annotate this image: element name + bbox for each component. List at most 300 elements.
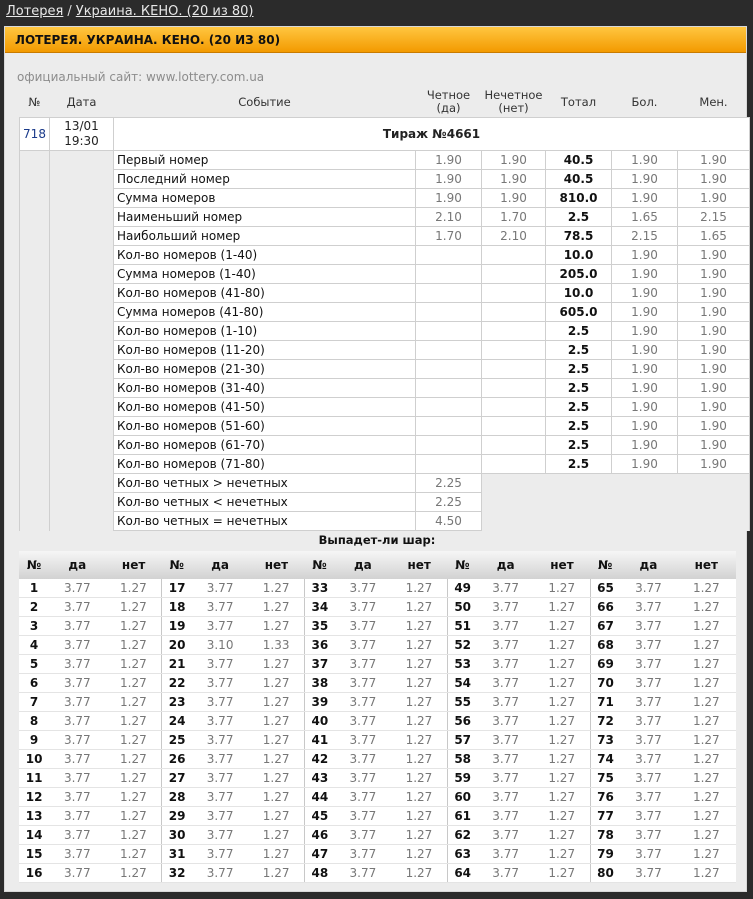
event-name: Кол-во четных < нечетных: [114, 493, 416, 512]
odds-odd[interactable]: [482, 284, 546, 303]
odds-no[interactable]: 1.27: [248, 826, 304, 845]
draw-id[interactable]: 718: [20, 118, 50, 151]
odds-no[interactable]: 1.27: [534, 731, 590, 750]
odds-yes[interactable]: 3.77: [335, 731, 391, 750]
odds-yes[interactable]: 3.77: [478, 750, 534, 769]
odds-over[interactable]: 1.90: [612, 360, 678, 379]
odds-yes[interactable]: 3.77: [478, 636, 534, 655]
event-row: [20, 208, 750, 227]
odds-even[interactable]: [416, 246, 482, 265]
odds-even[interactable]: [416, 303, 482, 322]
odds-no[interactable]: 1.27: [677, 712, 736, 731]
event-blank: [50, 189, 114, 208]
odds-yes[interactable]: 3.77: [335, 617, 391, 636]
odds-no[interactable]: 1.27: [105, 712, 161, 731]
odds-no[interactable]: 1.27: [391, 807, 447, 826]
odds-no[interactable]: 1.27: [677, 864, 736, 883]
odds-yes[interactable]: 3.77: [335, 864, 391, 883]
odds-under[interactable]: 1.90: [678, 170, 750, 189]
odds-no[interactable]: 1.27: [677, 636, 736, 655]
total-line: 2.5: [546, 417, 612, 436]
col-even: [416, 87, 482, 118]
odds-no[interactable]: 1.27: [534, 807, 590, 826]
odds-yes[interactable]: 3.77: [335, 636, 391, 655]
odds-no[interactable]: 1.27: [534, 636, 590, 655]
odds-yes[interactable]: 3.77: [192, 693, 248, 712]
event-blank: [20, 436, 50, 455]
odds-yes[interactable]: 3.77: [49, 674, 105, 693]
odds-over[interactable]: 1.90: [612, 265, 678, 284]
odds-yes[interactable]: 3.77: [478, 674, 534, 693]
odds-under[interactable]: 1.90: [678, 341, 750, 360]
ball-number: 26: [162, 750, 192, 769]
balls-col-yes: да: [192, 551, 248, 579]
odds-no[interactable]: 1.27: [534, 693, 590, 712]
odds-yes[interactable]: 3.77: [478, 598, 534, 617]
odds-no[interactable]: 1.27: [248, 693, 304, 712]
odds-odd[interactable]: [482, 246, 546, 265]
odds-odd[interactable]: [482, 398, 546, 417]
event-blank: [20, 303, 50, 322]
balls-row: [19, 845, 736, 864]
official-site-text: официальный сайт: www.lottery.com.ua: [17, 70, 265, 84]
odds-table: [19, 87, 750, 531]
odds-yes[interactable]: 3.77: [49, 731, 105, 750]
odds-no[interactable]: 1.27: [391, 579, 447, 598]
odds-no[interactable]: 1.27: [677, 750, 736, 769]
odds-yes[interactable]: 3.77: [620, 864, 676, 883]
event-blank: [20, 379, 50, 398]
odds-even[interactable]: [416, 417, 482, 436]
odds-under[interactable]: 1.90: [678, 265, 750, 284]
balls-row: [19, 788, 736, 807]
odds-no[interactable]: 1.27: [677, 693, 736, 712]
odds-yes[interactable]: 3.77: [335, 655, 391, 674]
odds-yes[interactable]: 3.77: [49, 826, 105, 845]
odds-no[interactable]: 1.27: [677, 674, 736, 693]
event-row: [20, 322, 750, 341]
total-line: 10.0: [546, 246, 612, 265]
odds-yes[interactable]: 3.77: [49, 579, 105, 598]
ball-number: 68: [590, 636, 620, 655]
odds-no[interactable]: 1.27: [534, 826, 590, 845]
odds-even[interactable]: [416, 455, 482, 474]
odds-yes[interactable]: 3.77: [192, 579, 248, 598]
odds-yes[interactable]: 3.77: [620, 788, 676, 807]
odds-over[interactable]: 1.90: [612, 284, 678, 303]
odds-no[interactable]: 1.27: [248, 674, 304, 693]
total-line: 10.0: [546, 284, 612, 303]
odds-no[interactable]: 1.27: [248, 845, 304, 864]
odds-over[interactable]: 1.90: [612, 151, 678, 170]
ratio-row: [20, 493, 750, 512]
odds-yes[interactable]: 3.77: [620, 845, 676, 864]
ball-number: 6: [19, 674, 49, 693]
odds-no[interactable]: 1.27: [105, 845, 161, 864]
odds-yes[interactable]: 3.77: [620, 769, 676, 788]
odds-no[interactable]: 1.27: [534, 579, 590, 598]
odds-yes[interactable]: 3.77: [192, 617, 248, 636]
ball-number: 23: [162, 693, 192, 712]
odds-over[interactable]: 2.15: [612, 227, 678, 246]
odds-odd[interactable]: [482, 379, 546, 398]
odds-no[interactable]: 1.27: [391, 864, 447, 883]
ball-number: 21: [162, 655, 192, 674]
odds-yes[interactable]: 3.77: [335, 693, 391, 712]
odds-no[interactable]: 1.27: [105, 731, 161, 750]
odds-over[interactable]: 1.65: [612, 208, 678, 227]
odds-no[interactable]: 1.27: [248, 598, 304, 617]
odds-no[interactable]: 1.27: [248, 731, 304, 750]
odds-over[interactable]: 1.90: [612, 189, 678, 208]
odds-yes[interactable]: 3.77: [335, 788, 391, 807]
event-blank: [20, 322, 50, 341]
breadcrumb-link-lottery[interactable]: Лотерея: [6, 4, 64, 19]
odds-yes[interactable]: 3.77: [192, 864, 248, 883]
odds-odd[interactable]: 1.90: [482, 189, 546, 208]
odds-odd[interactable]: [482, 417, 546, 436]
odds-no[interactable]: 1.27: [391, 750, 447, 769]
odds-yes[interactable]: 3.77: [192, 826, 248, 845]
odds-even[interactable]: 1.70: [416, 227, 482, 246]
odds-under[interactable]: 1.90: [678, 379, 750, 398]
odds-yes[interactable]: 3.77: [192, 807, 248, 826]
odds-no[interactable]: 1.27: [677, 731, 736, 750]
odds-yes[interactable]: 3.77: [192, 598, 248, 617]
odds-no[interactable]: 1.27: [534, 617, 590, 636]
odds-no[interactable]: 1.27: [391, 636, 447, 655]
odds-under[interactable]: 1.90: [678, 322, 750, 341]
odds-over[interactable]: 1.90: [612, 246, 678, 265]
odds-no[interactable]: 1.27: [677, 617, 736, 636]
breadcrumb-link-keno[interactable]: Украина. КЕНО. (20 из 80): [75, 4, 254, 19]
odds-under[interactable]: 1.90: [678, 417, 750, 436]
odds-over[interactable]: 1.90: [612, 398, 678, 417]
odds-odd[interactable]: [482, 303, 546, 322]
odds-odd[interactable]: [482, 360, 546, 379]
odds-even[interactable]: [416, 322, 482, 341]
odds-no[interactable]: 1.27: [677, 579, 736, 598]
odds-yes[interactable]: 3.77: [478, 864, 534, 883]
odds-yes[interactable]: 3.77: [192, 845, 248, 864]
odds-over[interactable]: 1.90: [612, 303, 678, 322]
odds-yes[interactable]: 3.77: [49, 845, 105, 864]
odds-ratio[interactable]: 2.25: [416, 474, 482, 493]
odds-no[interactable]: 1.27: [105, 674, 161, 693]
odds-no[interactable]: 1.27: [391, 598, 447, 617]
odds-yes[interactable]: 3.10: [192, 636, 248, 655]
odds-yes[interactable]: 3.77: [49, 636, 105, 655]
event-blank: [50, 455, 114, 474]
odds-no[interactable]: 1.27: [677, 655, 736, 674]
odds-yes[interactable]: 3.77: [620, 617, 676, 636]
draw-title: Тираж №4661: [114, 118, 750, 151]
odds-no[interactable]: 1.27: [534, 864, 590, 883]
odds-yes[interactable]: 3.77: [620, 598, 676, 617]
event-blank: [50, 322, 114, 341]
odds-no[interactable]: 1.27: [534, 655, 590, 674]
event-row: [20, 189, 750, 208]
odds-yes[interactable]: 3.77: [478, 807, 534, 826]
event-name: Кол-во четных > нечетных: [114, 474, 416, 493]
odds-yes[interactable]: 3.77: [49, 788, 105, 807]
odds-no[interactable]: 1.27: [677, 845, 736, 864]
odds-no[interactable]: 1.27: [534, 788, 590, 807]
event-blank: [20, 151, 50, 170]
ball-number: 74: [590, 750, 620, 769]
ball-number: 63: [447, 845, 477, 864]
odds-no[interactable]: 1.27: [391, 617, 447, 636]
odds-no[interactable]: 1.27: [105, 807, 161, 826]
odds-yes[interactable]: 3.77: [620, 693, 676, 712]
odds-yes[interactable]: 3.77: [620, 655, 676, 674]
odds-no[interactable]: 1.27: [534, 598, 590, 617]
odds-under[interactable]: 1.90: [678, 284, 750, 303]
odds-no[interactable]: 1.27: [677, 788, 736, 807]
odds-odd[interactable]: [482, 322, 546, 341]
odds-yes[interactable]: 3.77: [335, 845, 391, 864]
odds-yes[interactable]: 3.77: [192, 731, 248, 750]
ball-number: 39: [305, 693, 335, 712]
odds-yes[interactable]: 3.77: [620, 731, 676, 750]
odds-no[interactable]: 1.27: [248, 807, 304, 826]
odds-odd[interactable]: [482, 436, 546, 455]
event-name: Кол-во номеров (31-40): [114, 379, 416, 398]
odds-no[interactable]: 1.27: [391, 731, 447, 750]
balls-row: [19, 826, 736, 845]
odds-no[interactable]: 1.27: [248, 579, 304, 598]
odds-yes[interactable]: 3.77: [49, 617, 105, 636]
odds-no[interactable]: 1.27: [105, 750, 161, 769]
event-blank: [20, 170, 50, 189]
odds-yes[interactable]: 3.77: [335, 807, 391, 826]
total-line: 2.5: [546, 436, 612, 455]
event-row: [20, 170, 750, 189]
odds-no[interactable]: 1.33: [248, 636, 304, 655]
odds-under[interactable]: 1.90: [678, 436, 750, 455]
odds-yes[interactable]: 3.77: [620, 826, 676, 845]
odds-yes[interactable]: 3.77: [620, 712, 676, 731]
odds-yes[interactable]: 3.77: [335, 674, 391, 693]
odds-under[interactable]: 1.90: [678, 303, 750, 322]
odds-over[interactable]: 1.90: [612, 436, 678, 455]
ball-number: 72: [590, 712, 620, 731]
odds-no[interactable]: 1.27: [105, 636, 161, 655]
odds-even[interactable]: [416, 436, 482, 455]
odds-no[interactable]: 1.27: [105, 693, 161, 712]
odds-yes[interactable]: 3.77: [49, 655, 105, 674]
odds-no[interactable]: 1.27: [105, 655, 161, 674]
odds-no[interactable]: 1.27: [391, 655, 447, 674]
odds-even[interactable]: 1.90: [416, 151, 482, 170]
odds-no[interactable]: 1.27: [391, 674, 447, 693]
odds-no[interactable]: 1.27: [248, 617, 304, 636]
odds-yes[interactable]: 3.77: [49, 864, 105, 883]
odds-odd[interactable]: 2.10: [482, 227, 546, 246]
event-blank: [50, 512, 114, 531]
col-over: Бол.: [631, 94, 658, 109]
ball-number: 50: [447, 598, 477, 617]
odds-yes[interactable]: 3.77: [478, 712, 534, 731]
ball-number: 42: [305, 750, 335, 769]
odds-yes[interactable]: 3.77: [478, 845, 534, 864]
odds-even[interactable]: [416, 284, 482, 303]
odds-no[interactable]: 1.27: [534, 712, 590, 731]
odds-even[interactable]: [416, 360, 482, 379]
odds-even[interactable]: [416, 379, 482, 398]
odds-no[interactable]: 1.27: [105, 579, 161, 598]
odds-odd[interactable]: 1.90: [482, 151, 546, 170]
event-blank: [50, 474, 114, 493]
balls-table-header: [19, 551, 736, 579]
odds-yes[interactable]: 3.77: [192, 769, 248, 788]
event-row: [20, 455, 750, 474]
odds-yes[interactable]: 3.77: [192, 788, 248, 807]
odds-even[interactable]: [416, 398, 482, 417]
odds-yes[interactable]: 3.77: [620, 674, 676, 693]
odds-under[interactable]: 1.90: [678, 360, 750, 379]
odds-yes[interactable]: 3.77: [478, 788, 534, 807]
balls-col-yes: да: [49, 551, 105, 579]
ball-number: 33: [305, 579, 335, 598]
odds-no[interactable]: 1.27: [677, 769, 736, 788]
odds-yes[interactable]: 3.77: [478, 655, 534, 674]
ball-number: 64: [447, 864, 477, 883]
odds-odd[interactable]: 1.70: [482, 208, 546, 227]
odds-yes[interactable]: 3.77: [335, 826, 391, 845]
odds-over[interactable]: 1.90: [612, 417, 678, 436]
event-name: Кол-во номеров (1-40): [114, 246, 416, 265]
ball-number: 34: [305, 598, 335, 617]
odds-over[interactable]: 1.90: [612, 170, 678, 189]
odds-yes[interactable]: 3.77: [620, 807, 676, 826]
odds-yes[interactable]: 3.77: [49, 598, 105, 617]
odds-no[interactable]: 1.27: [677, 598, 736, 617]
event-name: Кол-во четных = нечетных: [114, 512, 416, 531]
odds-over[interactable]: 1.90: [612, 322, 678, 341]
odds-yes[interactable]: 3.77: [335, 769, 391, 788]
odds-ratio[interactable]: 4.50: [416, 512, 482, 531]
event-row: [20, 151, 750, 170]
odds-yes[interactable]: 3.77: [192, 750, 248, 769]
odds-no[interactable]: 1.27: [534, 674, 590, 693]
odds-no[interactable]: 1.27: [248, 769, 304, 788]
odds-under[interactable]: 1.65: [678, 227, 750, 246]
odds-no[interactable]: 1.27: [391, 769, 447, 788]
odds-no[interactable]: 1.27: [391, 826, 447, 845]
draw-time: 19:30: [64, 134, 99, 148]
odds-odd[interactable]: [482, 341, 546, 360]
total-line: 2.5: [546, 455, 612, 474]
odds-odd[interactable]: [482, 455, 546, 474]
odds-yes[interactable]: 3.77: [478, 731, 534, 750]
ball-number: 44: [305, 788, 335, 807]
odds-no[interactable]: 1.27: [677, 826, 736, 845]
ball-number: 18: [162, 598, 192, 617]
odds-yes[interactable]: 3.77: [335, 579, 391, 598]
odds-yes[interactable]: 3.77: [620, 579, 676, 598]
odds-no[interactable]: 1.27: [248, 750, 304, 769]
odds-even[interactable]: 1.90: [416, 189, 482, 208]
odds-even[interactable]: [416, 265, 482, 284]
odds-even[interactable]: [416, 341, 482, 360]
odds-over[interactable]: 1.90: [612, 341, 678, 360]
odds-no[interactable]: 1.27: [534, 750, 590, 769]
odds-over[interactable]: 1.90: [612, 379, 678, 398]
odds-yes[interactable]: 3.77: [478, 579, 534, 598]
event-blank: [50, 208, 114, 227]
event-row: [20, 341, 750, 360]
event-name: Кол-во номеров (71-80): [114, 455, 416, 474]
ball-number: 38: [305, 674, 335, 693]
odds-yes[interactable]: 3.77: [620, 636, 676, 655]
odds-no[interactable]: 1.27: [677, 807, 736, 826]
event-blank: [20, 512, 50, 531]
odds-no[interactable]: 1.27: [391, 693, 447, 712]
odds-no[interactable]: 1.27: [248, 864, 304, 883]
odds-no[interactable]: 1.27: [248, 712, 304, 731]
odds-even[interactable]: 2.10: [416, 208, 482, 227]
odds-no[interactable]: 1.27: [248, 655, 304, 674]
odds-ratio[interactable]: 2.25: [416, 493, 482, 512]
odds-under[interactable]: 1.90: [678, 246, 750, 265]
odds-no[interactable]: 1.27: [534, 845, 590, 864]
odds-under[interactable]: 1.90: [678, 151, 750, 170]
odds-under[interactable]: 1.90: [678, 398, 750, 417]
odds-yes[interactable]: 3.77: [49, 693, 105, 712]
odds-no[interactable]: 1.27: [105, 864, 161, 883]
odds-yes[interactable]: 3.77: [49, 712, 105, 731]
odds-no[interactable]: 1.27: [534, 769, 590, 788]
odds-no[interactable]: 1.27: [105, 617, 161, 636]
odds-yes[interactable]: 3.77: [478, 826, 534, 845]
odds-yes[interactable]: 3.77: [335, 750, 391, 769]
odds-no[interactable]: 1.27: [105, 769, 161, 788]
odds-under[interactable]: 1.90: [678, 189, 750, 208]
odds-under[interactable]: 1.90: [678, 455, 750, 474]
odds-yes[interactable]: 3.77: [620, 750, 676, 769]
odds-no[interactable]: 1.27: [105, 598, 161, 617]
odds-yes[interactable]: 3.77: [192, 674, 248, 693]
odds-yes[interactable]: 3.77: [335, 712, 391, 731]
odds-yes[interactable]: 3.77: [478, 617, 534, 636]
odds-yes[interactable]: 3.77: [335, 598, 391, 617]
odds-no[interactable]: 1.27: [391, 788, 447, 807]
ball-number: 15: [19, 845, 49, 864]
ball-number: 30: [162, 826, 192, 845]
odds-yes[interactable]: 3.77: [478, 693, 534, 712]
odds-no[interactable]: 1.27: [391, 845, 447, 864]
odds-yes[interactable]: 3.77: [49, 750, 105, 769]
ball-number: 56: [447, 712, 477, 731]
ball-number: 70: [590, 674, 620, 693]
odds-even[interactable]: 1.90: [416, 170, 482, 189]
odds-odd[interactable]: 1.90: [482, 170, 546, 189]
odds-odd[interactable]: [482, 265, 546, 284]
odds-yes[interactable]: 3.77: [192, 712, 248, 731]
odds-yes[interactable]: 3.77: [192, 655, 248, 674]
odds-no[interactable]: 1.27: [105, 788, 161, 807]
odds-no[interactable]: 1.27: [105, 826, 161, 845]
odds-yes[interactable]: 3.77: [49, 807, 105, 826]
odds-yes[interactable]: 3.77: [49, 769, 105, 788]
odds-under[interactable]: 2.15: [678, 208, 750, 227]
odds-no[interactable]: 1.27: [248, 788, 304, 807]
odds-no[interactable]: 1.27: [391, 712, 447, 731]
odds-yes[interactable]: 3.77: [478, 769, 534, 788]
total-line: 78.5: [546, 227, 612, 246]
odds-over[interactable]: 1.90: [612, 455, 678, 474]
